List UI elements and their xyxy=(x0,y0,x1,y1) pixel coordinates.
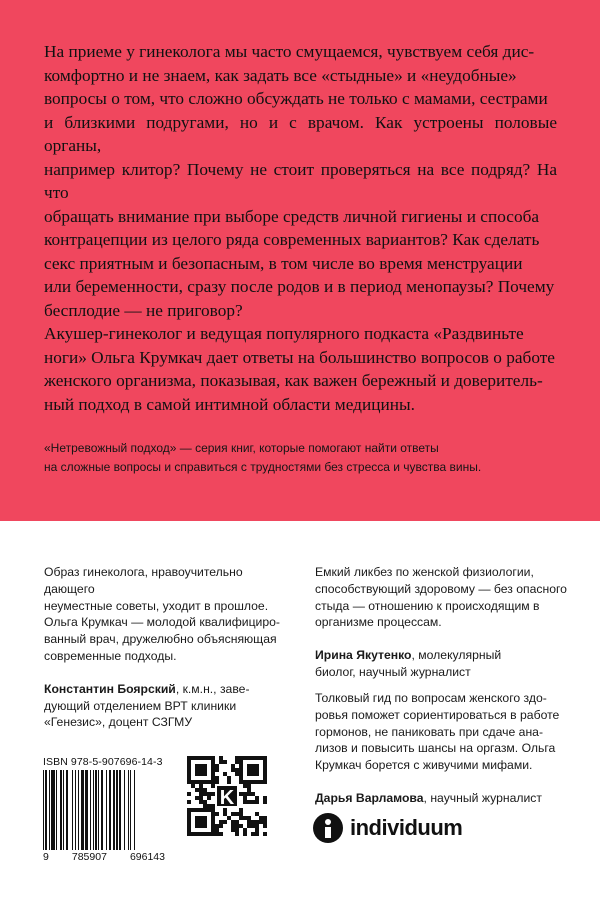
blurb-line: стыда — отношению к происходящим в xyxy=(315,598,540,613)
author-title: , молекулярный xyxy=(411,648,502,663)
description-line: и близкими подругами, но и с врачом. Как устроены половые органы, xyxy=(44,112,557,155)
description-line: Акушер-гинеколог и ведущая популярного подкаста «Раздвиньте xyxy=(44,324,524,343)
blurb-line: ванный врач, дружелюбно объясняющая xyxy=(44,632,277,647)
author-title: , к.м.н., заве- xyxy=(175,681,250,696)
publisher-name: individuum xyxy=(350,815,463,840)
blurb-author xyxy=(44,681,294,698)
description-line: обращать внимание при выборе средств личной гигиены и способа xyxy=(44,206,540,226)
author-title: , научный журналист xyxy=(423,790,542,805)
author-name: Константин Боярский xyxy=(44,681,176,696)
description-line: контрацепции из целого ряда современных вариантов? Как сделать xyxy=(44,230,540,249)
blurb-line: современные подходы. xyxy=(44,648,177,663)
author-name: Ирина Якутенко xyxy=(315,648,412,663)
description-line: ноги» Ольга Крумкач дает ответы на большинство вопросов о работе xyxy=(44,347,555,367)
series-note xyxy=(44,439,564,477)
blurb-line: Образ гинеколога, нравоучительно дающего xyxy=(44,565,243,596)
description-line: вопросы о том, что сложно обсуждать не только с мамами, сестрами xyxy=(44,89,548,108)
qr-code[interactable] xyxy=(187,756,267,836)
description-line: бесплодие — не приговор? xyxy=(44,300,243,320)
blurb-line: ровья поможет сориентироваться в работе xyxy=(315,707,560,722)
description-line: женского организма, показывая, как важен бережный и доверитель- xyxy=(44,371,543,390)
blurb-line: гормонов, не паниковать при сдаче ана- xyxy=(315,724,544,739)
blurb-line: Ольга Крумкач — молодой квалифициро- xyxy=(44,615,280,630)
barcode-bars xyxy=(43,770,171,850)
blurb-line: организме процессам. xyxy=(315,615,442,630)
isbn-digits xyxy=(43,851,171,863)
author-title-line: биолог, научный журналист xyxy=(315,664,471,679)
description-line: комфортно и не знаем, как задать все «стыдные» и «неудобные» xyxy=(44,65,517,85)
series-note-line: на сложные вопросы и справиться с трудностями без стресса и чувства вины. xyxy=(44,460,482,474)
blurb-author xyxy=(315,647,575,664)
author-title-line: «Генезис», доцент СЗГМУ xyxy=(44,715,193,730)
series-note-line: «Нетревожный подход» — серия книг, которые помогают найти ответы xyxy=(44,441,439,455)
blurb-line: Емкий ликбез по женской физиологии, xyxy=(315,565,534,579)
author-name: Дарья Варламова xyxy=(315,790,424,805)
book-description xyxy=(44,40,557,416)
blurb-line: лизов и повысить шансы на оргазм. Ольга xyxy=(315,741,556,756)
qr-center-logo: K xyxy=(215,784,239,808)
publisher-logo xyxy=(313,813,462,843)
description-line: например клитор? Почему не стоит проверяться на все подряд? На что xyxy=(44,159,557,202)
blurb-line: способствующий здоровому — без опасного xyxy=(315,581,567,596)
blurb-line: Крумкач борется с живучими мифами. xyxy=(315,758,533,773)
isbn-digit-group: 9 xyxy=(43,851,49,863)
description-line: или беременности, сразу после родов и в период менопаузы? Почему xyxy=(44,277,555,296)
isbn-barcode xyxy=(43,756,171,870)
blurb-line: Толковый гид по вопросам женского здо- xyxy=(315,691,547,705)
blurb-line: неуместные советы, уходит в прошлое. xyxy=(44,598,269,613)
isbn-digit-group: 785907 xyxy=(71,851,107,863)
blurb-right-2 xyxy=(315,690,575,807)
author-title-line: дующий отделением ВРТ клиники xyxy=(44,698,237,713)
blurb-right-1 xyxy=(315,564,575,681)
isbn-label: ISBN 978-5-907696-14-3 xyxy=(43,756,163,768)
description-line: ный подход в самой интимной области медицины. xyxy=(44,394,415,414)
description-line: На приеме у гинеколога мы часто смущаемся, чувствуем себя дис- xyxy=(44,42,535,61)
isbn-digit-group: 696143 xyxy=(129,851,165,863)
blurb-left xyxy=(44,564,294,731)
info-i-icon xyxy=(313,813,343,843)
blurb-author xyxy=(315,790,575,807)
description-line: секс приятным и безопасным, в том числе во время менструации xyxy=(44,253,523,273)
